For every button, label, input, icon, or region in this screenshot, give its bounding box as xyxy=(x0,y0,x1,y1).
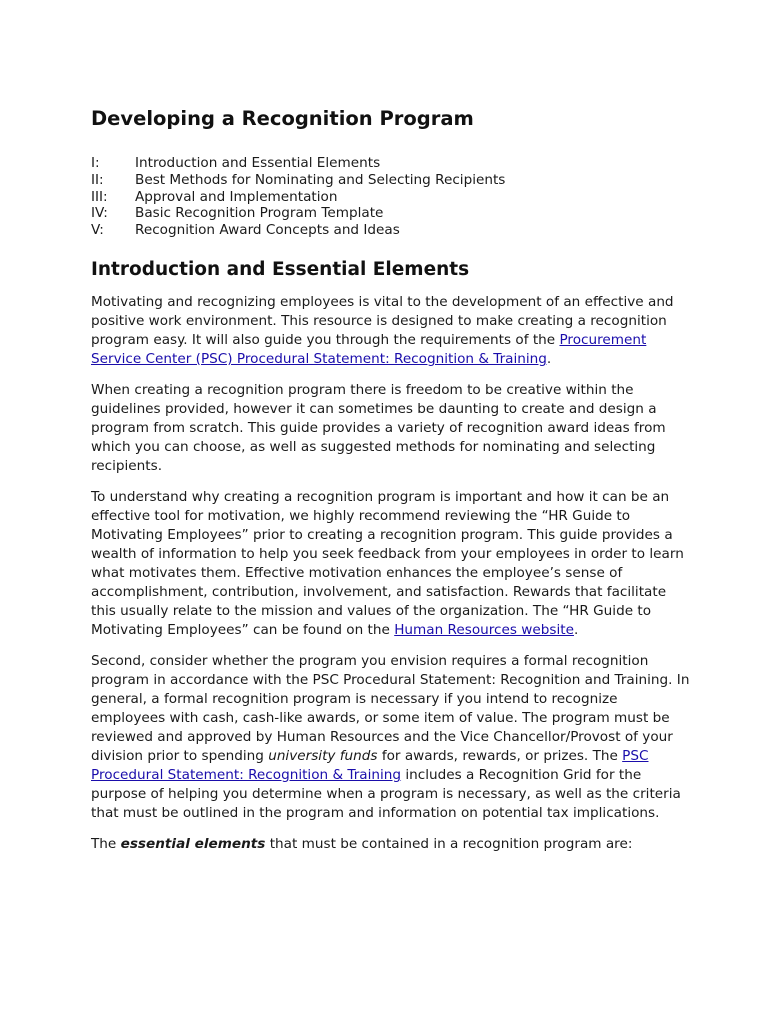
paragraph-text: To understand why creating a recognition program is important and how it can be an effective tool for motivation, we highly recommend reviewing the “HR Guide to Motivating Employees” prior to creating a recognition program. This guide provides a wealth of information to help you seek feedback from your employees in order to learn what motivates them. Effective motivation enhances the employee’s sense of accomplishment, contribution, involvement, and satisfaction. Rewards that facilitate this usually relate to the mission and values of the organization. The “HR Guide to Motivating Employees” can be found on the xyxy=(91,488,684,638)
table-of-contents xyxy=(91,155,691,239)
toc-item-label: Recognition Award Concepts and Ideas xyxy=(135,222,400,239)
human-resources-website-link[interactable]: Human Resources website xyxy=(394,621,574,638)
toc-item-label: Basic Recognition Program Template xyxy=(135,205,384,222)
paragraph-text: . xyxy=(546,350,552,367)
paragraph-text: Motivating and recognizing employees is vital to the development of an effective and positive work environment. This resource is designed to make creating a recognition program easy. It will also guide you through the requirements of the xyxy=(91,293,674,348)
toc-item xyxy=(91,172,691,189)
italic-text: university funds xyxy=(268,747,378,764)
paragraph-creating xyxy=(91,381,691,476)
paragraph-text: for awards, rewards, or prizes. The xyxy=(377,747,623,764)
paragraph-text: that must be contained in a recognition program are: xyxy=(265,835,633,852)
paragraph-text: Second, consider whether the program you envision requires a formal recognition program in accordance with the PSC Procedural Statement: Recognition and Training. In general, a formal recognition program is necessary if you intend to recognize employees with cash, cash-like awards, or some item of value. The program must be reviewed and approved by Human Resources and the Vice Chancellor/Provost of your division prior to spending xyxy=(91,652,690,764)
document-title: Developing a Recognition Program xyxy=(91,107,474,130)
toc-item xyxy=(91,189,691,206)
toc-item-label: Best Methods for Nominating and Selecting Recipients xyxy=(135,171,506,188)
paragraph-intro xyxy=(91,293,691,369)
toc-item-number: I: xyxy=(91,155,100,171)
toc-item-number: II: xyxy=(91,171,104,188)
paragraph-text: The xyxy=(91,835,121,852)
toc-item xyxy=(91,155,691,172)
toc-item xyxy=(91,205,691,222)
psc-procedural-statement-link[interactable]: Procurement Service Center (PSC) Procedural Statement: Recognition & Training xyxy=(91,331,647,367)
paragraph-motivation xyxy=(91,488,691,640)
paragraph-formal-program xyxy=(91,652,691,823)
psc-recognition-training-link[interactable]: PSC Procedural Statement: Recognition & Training xyxy=(91,747,649,783)
bold-italic-text: essential elements xyxy=(120,835,266,852)
toc-item-label: Introduction and Essential Elements xyxy=(135,155,381,171)
toc-item-number: IV: xyxy=(91,205,108,222)
toc-item-number: III: xyxy=(91,188,108,205)
toc-item-number: V: xyxy=(91,222,104,239)
paragraph-text: When creating a recognition program there is freedom to be creative within the guidelines provided, however it can sometimes be daunting to create and design a program from scratch. This guide provides a variety of recognition award ideas from which you can choose, as well as suggested methods for nominating and selecting recipients. xyxy=(91,381,666,474)
paragraph-text: . xyxy=(573,621,579,638)
toc-item-label: Approval and Implementation xyxy=(135,188,338,205)
paragraph-essential-elements xyxy=(91,835,691,854)
section-heading: Introduction and Essential Elements xyxy=(91,258,470,280)
document-page xyxy=(91,104,691,866)
paragraph-text: includes a Recognition Grid for the purpose of helping you determine when a program is necessary, as well as the criteria that must be outlined in the program and information on potential tax implications. xyxy=(91,766,681,821)
toc-item xyxy=(91,222,691,239)
